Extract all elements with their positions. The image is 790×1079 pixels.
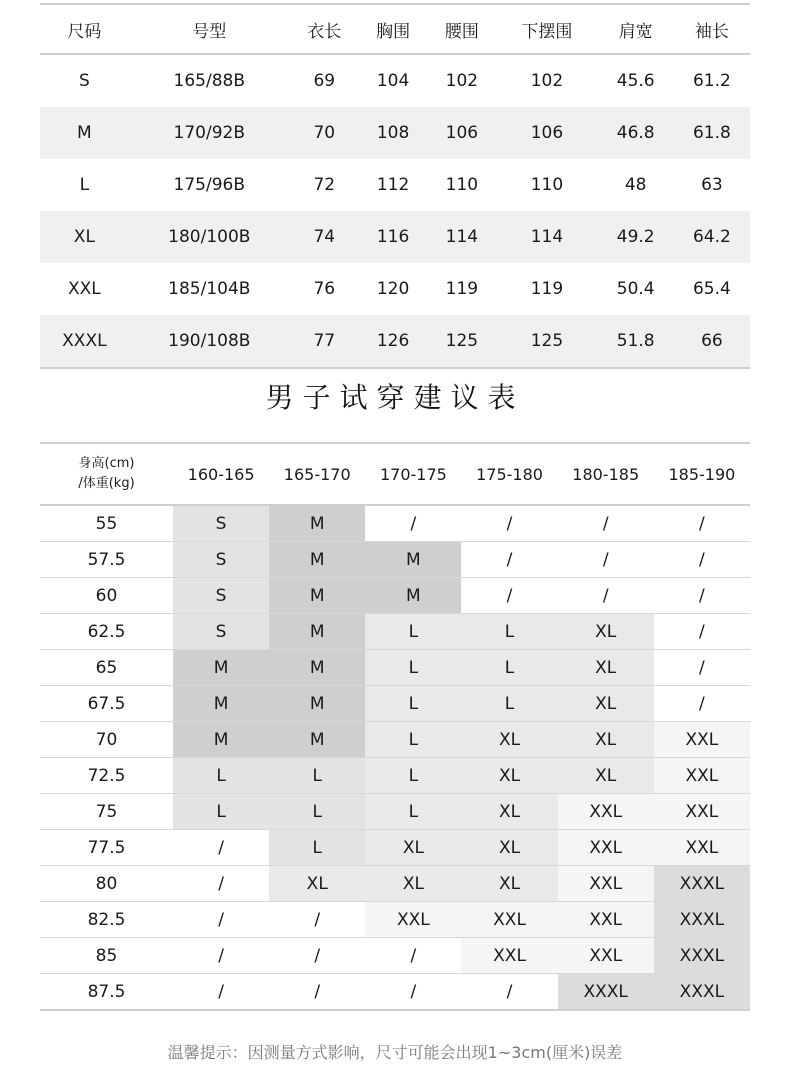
suggested-size-cell: XXL	[654, 794, 750, 830]
suggested-size-cell: XL	[365, 830, 461, 866]
height-range-header: 180-185	[558, 443, 654, 505]
suggested-size-cell: /	[269, 974, 365, 1011]
size-cell: 125	[427, 315, 496, 368]
size-header-cell: 下摆围	[496, 5, 597, 54]
size-row	[40, 315, 750, 368]
size-cell: 76	[313, 279, 336, 299]
size-row	[40, 159, 750, 211]
size-header-cell: 腰围	[427, 5, 496, 54]
fit-row	[40, 650, 750, 686]
size-header-cell: 袖长	[674, 5, 750, 54]
fit-row	[40, 866, 750, 902]
size-cell: 61.2	[692, 71, 731, 91]
suggested-size-cell: /	[558, 505, 654, 542]
suggested-size-cell: /	[365, 505, 461, 542]
size-cell: XXXL	[40, 315, 129, 368]
suggested-size-cell: XL	[558, 758, 654, 794]
size-cell: 102	[445, 71, 479, 91]
height-range-header: 165-170	[269, 443, 365, 505]
suggested-size-cell: XL	[558, 686, 654, 722]
suggested-size-cell: L	[173, 758, 269, 794]
fit-row	[40, 758, 750, 794]
suggested-size-cell: M	[269, 505, 365, 542]
size-cell: 61.8	[674, 107, 750, 159]
note-line-1: 温馨提示：因测量方式影响，尺寸可能会出现1~3cm(厘米)误差	[167, 1043, 623, 1062]
size-row	[40, 54, 750, 107]
suggested-size-cell: XXL	[558, 866, 654, 902]
weight-cell: 55	[40, 505, 173, 542]
fit-header-row	[40, 443, 750, 505]
suggested-size-cell: XXL	[558, 830, 654, 866]
fit-row	[40, 686, 750, 722]
size-cell: 63	[701, 175, 723, 195]
suggested-size-cell: L	[365, 722, 461, 758]
size-cell: 116	[359, 211, 428, 263]
suggested-size-cell: XL	[461, 830, 557, 866]
size-cell: XXL	[67, 279, 101, 299]
size-header-cell: 衣长	[290, 5, 359, 54]
weight-cell: 72.5	[40, 758, 173, 794]
size-cell: 102	[530, 71, 564, 91]
suggested-size-cell: M	[269, 686, 365, 722]
size-cell: 77	[290, 315, 359, 368]
suggested-size-cell: /	[365, 938, 461, 974]
size-cell: 108	[359, 107, 428, 159]
fit-row	[40, 902, 750, 938]
suggested-size-cell: XXXL	[654, 938, 750, 974]
fit-row	[40, 542, 750, 578]
height-range-header: 170-175	[365, 443, 461, 505]
size-cell: 165/88B	[173, 71, 246, 91]
height-range-header: 160-165	[173, 443, 269, 505]
size-cell: 48	[624, 175, 647, 195]
suggested-size-cell: XXL	[461, 938, 557, 974]
fit-row	[40, 974, 750, 1011]
weight-cell: 77.5	[40, 830, 173, 866]
size-cell: 104	[376, 71, 410, 91]
suggested-size-cell: M	[173, 650, 269, 686]
suggested-size-cell: L	[173, 794, 269, 830]
suggested-size-cell: XXL	[654, 758, 750, 794]
suggested-size-cell: XL	[365, 866, 461, 902]
suggested-size-cell: /	[654, 686, 750, 722]
fit-corner-header	[40, 443, 173, 505]
suggested-size-cell: /	[173, 938, 269, 974]
suggested-size-cell: XXXL	[558, 974, 654, 1011]
suggested-size-cell: M	[269, 722, 365, 758]
size-chart-table	[40, 5, 750, 369]
suggested-size-cell: /	[461, 505, 557, 542]
suggested-size-cell: /	[269, 902, 365, 938]
fit-row	[40, 505, 750, 542]
suggested-size-cell: XL	[558, 722, 654, 758]
suggested-size-cell: XXL	[461, 902, 557, 938]
suggested-size-cell: L	[461, 614, 557, 650]
weight-cell: 57.5	[40, 542, 173, 578]
suggested-size-cell: M	[365, 542, 461, 578]
suggested-size-cell: S	[173, 614, 269, 650]
suggested-size-cell: S	[173, 542, 269, 578]
suggested-size-cell: XL	[558, 650, 654, 686]
size-row	[40, 263, 750, 315]
suggested-size-cell: /	[654, 542, 750, 578]
suggested-size-cell: M	[269, 578, 365, 614]
suggested-size-cell: XXL	[365, 902, 461, 938]
size-cell: 180/100B	[129, 211, 290, 263]
size-cell: 119	[530, 279, 564, 299]
size-cell: 72	[313, 175, 336, 195]
suggested-size-cell: M	[269, 542, 365, 578]
weight-cell: 70	[40, 722, 173, 758]
size-header-cell: 肩宽	[598, 5, 674, 54]
size-cell: 46.8	[598, 107, 674, 159]
size-cell: 66	[674, 315, 750, 368]
suggested-size-cell: /	[173, 866, 269, 902]
weight-cell: 65	[40, 650, 173, 686]
suggested-size-cell: /	[654, 578, 750, 614]
suggested-size-cell: /	[365, 974, 461, 1011]
fit-row	[40, 614, 750, 650]
size-cell: L	[79, 175, 90, 195]
weight-cell: 82.5	[40, 902, 173, 938]
size-chart-header-row	[40, 5, 750, 54]
fit-row	[40, 722, 750, 758]
size-cell: 112	[376, 175, 410, 195]
suggested-size-cell: M	[173, 686, 269, 722]
suggested-size-cell: M	[269, 650, 365, 686]
suggested-size-cell: XXL	[558, 938, 654, 974]
corner-height-label: 身高(cm)	[78, 456, 135, 471]
suggested-size-cell: XXL	[558, 794, 654, 830]
size-cell: 69	[313, 71, 336, 91]
size-row	[40, 107, 750, 159]
corner-weight-label: /体重(kg)	[78, 476, 135, 491]
size-row	[40, 211, 750, 263]
suggested-size-cell: L	[461, 650, 557, 686]
fit-row	[40, 830, 750, 866]
suggested-size-cell: XXXL	[654, 902, 750, 938]
weight-cell: 62.5	[40, 614, 173, 650]
suggested-size-cell: XL	[461, 794, 557, 830]
size-cell: 114	[496, 211, 597, 263]
size-cell: 125	[496, 315, 597, 368]
weight-cell: 75	[40, 794, 173, 830]
fit-row	[40, 794, 750, 830]
suggested-size-cell: /	[269, 938, 365, 974]
size-header-cell: 号型	[129, 5, 290, 54]
suggested-size-cell: S	[173, 505, 269, 542]
size-cell: 185/104B	[168, 279, 251, 299]
suggested-size-cell: XL	[461, 722, 557, 758]
size-cell: 190/108B	[129, 315, 290, 368]
suggested-size-cell: L	[269, 758, 365, 794]
suggested-size-cell: XL	[461, 758, 557, 794]
size-note	[0, 1040, 790, 1066]
size-cell: S	[78, 71, 90, 91]
suggested-size-cell: L	[365, 758, 461, 794]
suggested-size-cell: /	[654, 650, 750, 686]
size-cell: 70	[290, 107, 359, 159]
weight-cell: 87.5	[40, 974, 173, 1011]
size-cell: 170/92B	[129, 107, 290, 159]
suggested-size-cell: XXL	[558, 902, 654, 938]
suggested-size-cell: /	[558, 542, 654, 578]
size-cell: 106	[427, 107, 496, 159]
size-cell: M	[40, 107, 129, 159]
size-cell: 64.2	[674, 211, 750, 263]
suggested-size-cell: /	[461, 542, 557, 578]
suggested-size-cell: /	[461, 974, 557, 1011]
size-cell: 49.2	[598, 211, 674, 263]
size-cell: 110	[530, 175, 564, 195]
fit-row	[40, 938, 750, 974]
size-cell: 74	[290, 211, 359, 263]
suggested-size-cell: XL	[461, 866, 557, 902]
suggested-size-cell: /	[558, 578, 654, 614]
suggested-size-cell: L	[269, 794, 365, 830]
suggested-size-cell: XL	[558, 614, 654, 650]
suggested-size-cell: M	[269, 614, 365, 650]
suggested-size-cell: /	[654, 505, 750, 542]
fit-suggestion-table	[40, 442, 750, 1011]
weight-cell: 60	[40, 578, 173, 614]
size-cell: 50.4	[616, 279, 655, 299]
size-cell: 126	[359, 315, 428, 368]
suggested-size-cell: /	[173, 830, 269, 866]
suggested-size-cell: XXL	[654, 722, 750, 758]
suggested-size-cell: /	[654, 614, 750, 650]
size-cell: 45.6	[616, 71, 655, 91]
size-cell: 65.4	[692, 279, 731, 299]
size-cell: 51.8	[598, 315, 674, 368]
suggested-size-cell: /	[173, 974, 269, 1011]
size-cell: XL	[40, 211, 129, 263]
suggested-size-cell: S	[173, 578, 269, 614]
suggested-size-cell: XL	[269, 866, 365, 902]
size-cell: 114	[427, 211, 496, 263]
suggested-size-cell: L	[269, 830, 365, 866]
size-header-cell: 尺码	[40, 5, 129, 54]
fit-suggestion-title: 男子试穿建议表	[265, 381, 525, 414]
height-range-header: 175-180	[461, 443, 557, 505]
suggested-size-cell: L	[365, 686, 461, 722]
size-cell: 120	[376, 279, 410, 299]
suggested-size-cell: XXXL	[654, 866, 750, 902]
weight-cell: 80	[40, 866, 173, 902]
height-range-header: 185-190	[654, 443, 750, 505]
suggested-size-cell: M	[173, 722, 269, 758]
suggested-size-cell: L	[461, 686, 557, 722]
size-cell: 175/96B	[173, 175, 246, 195]
suggested-size-cell: /	[461, 578, 557, 614]
weight-cell: 67.5	[40, 686, 173, 722]
suggested-size-cell: XXXL	[654, 974, 750, 1011]
suggested-size-cell: L	[365, 794, 461, 830]
size-cell: 106	[496, 107, 597, 159]
suggested-size-cell: /	[173, 902, 269, 938]
weight-cell: 85	[40, 938, 173, 974]
suggested-size-cell: L	[365, 650, 461, 686]
suggested-size-cell: M	[365, 578, 461, 614]
size-header-cell: 胸围	[359, 5, 428, 54]
suggested-size-cell: XXL	[654, 830, 750, 866]
size-cell: 119	[445, 279, 479, 299]
fit-row	[40, 578, 750, 614]
suggested-size-cell: L	[365, 614, 461, 650]
size-cell: 110	[445, 175, 479, 195]
